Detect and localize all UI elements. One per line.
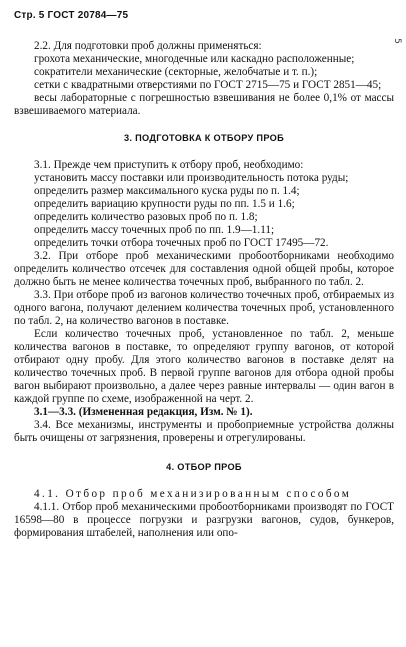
list-item-mass: установить массу поставки или производительность потока руды; xyxy=(34,172,349,184)
paragraph-2-2: 2.2. Для подготовки проб должны применяться: xyxy=(34,40,262,52)
margin-mark: 5 xyxy=(391,38,402,44)
paragraph-3-3-cont: Если количество точечных проб, установленное по табл. 2, меньше количества вагонов в поставке, то определяют группу вагонов, от которой отбирают одну пробу. Для этого количество вагонов в поставке делят на количество точечных проб. В первой группе вагонов для отбора одной пробы вагон выбирают произвольно, а далее через равные интервалы — один вагон в каждой группе по схеме, изображенной на черт. 2. xyxy=(14,328,394,405)
list-item-points: определить точки отбора точечных проб по ГОСТ 17495—72. xyxy=(34,237,329,249)
list-item-scales: весы лабораторные с погрешностью взвешивания не более 0,1% от массы взвешиваемого материала. xyxy=(14,92,394,117)
section-heading-4: 4. ОТБОР ПРОБ xyxy=(166,462,242,472)
paragraph-3-2: 3.2. При отборе проб механическими пробоотборниками необходимо определить количество отсечек для составления одной общей пробы, которое должно быть не менее количества точечных проб, выбранного по табл. 2. xyxy=(14,250,394,288)
list-item-sample-count: определить количество разовых проб по п. 1.8; xyxy=(34,211,258,223)
amendment-note: 3.1—3.3. (Измененная редакция, Изм. № 1). xyxy=(34,406,253,418)
paragraph-3-3: 3.3. При отборе проб из вагонов количество точечных проб, отбираемых из одного вагона, получают делением количества точечных проб, установленного по табл. 2, на количество вагонов в поставке. xyxy=(14,289,394,327)
paragraph-4-1-1: 4.1.1. Отбор проб механическими пробоотборниками производят по ГОСТ 16598—80 в процессе погрузки и разгрузки вагонов, судов, бункеров, формирования штабелей, наполнения или опо- xyxy=(14,501,394,539)
paragraph-3-1: 3.1. Прежде чем приступить к отбору проб, необходимо: xyxy=(34,159,304,171)
section-heading-3: 3. ПОДГОТОВКА К ОТБОРУ ПРОБ xyxy=(124,133,284,143)
paragraph-3-4: 3.4. Все механизмы, инструменты и пробоприемные устройства должны быть очищены от загрязнения, проверены и отрегулированы. xyxy=(14,419,394,444)
list-item-point-mass: определить массу точечных проб по пп. 1.9—1.11; xyxy=(34,224,275,236)
list-item-variation: определить вариацию крупности руды по пп. 1.5 и 1.6; xyxy=(34,198,295,210)
document-body xyxy=(14,40,394,540)
list-item-dividers: сократители механические (секторные, желобчатые и т. п.); xyxy=(34,66,318,78)
list-item-screens: грохота механические, многодечные или каскадно расположенные; xyxy=(34,53,355,65)
page-header: Стр. 5 ГОСТ 20784—75 xyxy=(14,10,129,21)
list-item-max-lump: определить размер максимального куска руды по п. 1.4; xyxy=(34,185,300,197)
subsection-4-1: 4.1. Отбор проб механизированным способом xyxy=(34,488,352,500)
list-item-sieves: сетки с квадратными отверстиями по ГОСТ 2715—75 и ГОСТ 2851—45; xyxy=(34,79,382,91)
